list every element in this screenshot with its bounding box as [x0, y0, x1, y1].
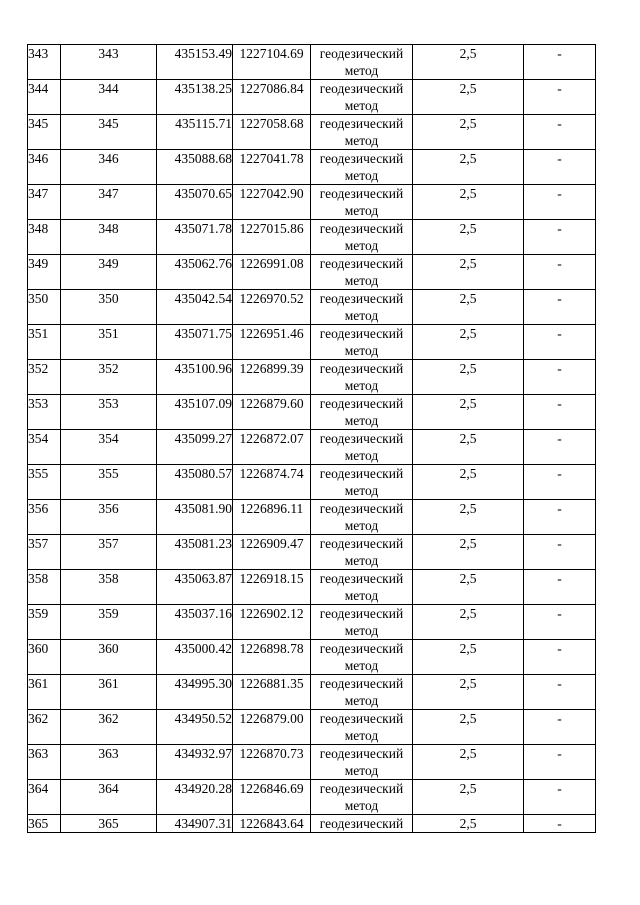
- accuracy-cell: 2,5: [413, 535, 524, 570]
- method-text: геодезический: [319, 816, 404, 831]
- method-text: геодезический: [319, 781, 404, 796]
- point-number-cell: 365: [28, 815, 61, 833]
- y-coordinate-cell: 1226899.39: [233, 360, 311, 395]
- method-text: геодезический: [319, 501, 404, 516]
- x-coordinate-cell: 435115.71: [157, 115, 233, 150]
- y-coordinate-cell: 1226896.11: [233, 500, 311, 535]
- table-row: [28, 80, 596, 115]
- point-number-cell: 363: [28, 745, 61, 780]
- x-coordinate-cell: 435081.90: [157, 500, 233, 535]
- note-cell: -: [524, 395, 596, 430]
- point-number-cell: 346: [28, 150, 61, 185]
- method-text: геодезический: [319, 221, 404, 236]
- y-coordinate-cell: 1226874.74: [233, 465, 311, 500]
- accuracy-cell: 2,5: [413, 395, 524, 430]
- method-text: метод: [344, 63, 379, 78]
- point-id-cell: 357: [61, 535, 157, 570]
- y-coordinate-cell: 1227041.78: [233, 150, 311, 185]
- note-cell: -: [524, 640, 596, 675]
- table-row: [28, 535, 596, 570]
- accuracy-cell: 2,5: [413, 430, 524, 465]
- table-row: [28, 465, 596, 500]
- point-number-cell: 364: [28, 780, 61, 815]
- point-number-cell: 356: [28, 500, 61, 535]
- table-row: [28, 360, 596, 395]
- method-text: метод: [344, 623, 379, 638]
- method-cell: [311, 570, 413, 605]
- point-id-cell: 351: [61, 325, 157, 360]
- method-text: геодезический: [319, 606, 404, 621]
- method-cell: [311, 115, 413, 150]
- table-row: [28, 395, 596, 430]
- x-coordinate-cell: 435107.09: [157, 395, 233, 430]
- point-number-cell: 353: [28, 395, 61, 430]
- y-coordinate-cell: 1226902.12: [233, 605, 311, 640]
- table-row: [28, 45, 596, 80]
- accuracy-cell: 2,5: [413, 465, 524, 500]
- x-coordinate-cell: 435100.96: [157, 360, 233, 395]
- point-id-cell: 361: [61, 675, 157, 710]
- note-cell: -: [524, 780, 596, 815]
- method-text: геодезический: [319, 81, 404, 96]
- point-id-cell: 362: [61, 710, 157, 745]
- y-coordinate-cell: 1226918.15: [233, 570, 311, 605]
- table-row: [28, 675, 596, 710]
- method-text: геодезический: [319, 256, 404, 271]
- point-id-cell: 360: [61, 640, 157, 675]
- point-id-cell: 349: [61, 255, 157, 290]
- accuracy-cell: 2,5: [413, 150, 524, 185]
- method-text: геодезический: [319, 326, 404, 341]
- table-row: [28, 605, 596, 640]
- x-coordinate-cell: 435071.75: [157, 325, 233, 360]
- method-text: метод: [344, 588, 379, 603]
- point-id-cell: 355: [61, 465, 157, 500]
- point-number-cell: 361: [28, 675, 61, 710]
- method-cell: [311, 780, 413, 815]
- method-cell: [311, 605, 413, 640]
- x-coordinate-cell: 435070.65: [157, 185, 233, 220]
- y-coordinate-cell: 1227104.69: [233, 45, 311, 80]
- point-number-cell: 362: [28, 710, 61, 745]
- method-text: метод: [344, 308, 379, 323]
- method-text: геодезический: [319, 431, 404, 446]
- method-text: метод: [344, 413, 379, 428]
- y-coordinate-cell: 1226970.52: [233, 290, 311, 325]
- y-coordinate-cell: 1227086.84: [233, 80, 311, 115]
- method-text: метод: [344, 238, 379, 253]
- y-coordinate-cell: 1227015.86: [233, 220, 311, 255]
- method-text: геодезический: [319, 641, 404, 656]
- note-cell: -: [524, 465, 596, 500]
- point-id-cell: 343: [61, 45, 157, 80]
- method-text: метод: [344, 728, 379, 743]
- x-coordinate-cell: 435080.57: [157, 465, 233, 500]
- note-cell: -: [524, 290, 596, 325]
- table-row: [28, 745, 596, 780]
- method-cell: [311, 535, 413, 570]
- method-cell: [311, 185, 413, 220]
- coordinates-table: [27, 44, 596, 833]
- method-cell: [311, 430, 413, 465]
- point-number-cell: 345: [28, 115, 61, 150]
- x-coordinate-cell: 435099.27: [157, 430, 233, 465]
- method-text: метод: [344, 378, 379, 393]
- x-coordinate-cell: 435063.87: [157, 570, 233, 605]
- table-row: [28, 325, 596, 360]
- method-cell: [311, 360, 413, 395]
- x-coordinate-cell: 434907.31: [157, 815, 233, 833]
- point-number-cell: 344: [28, 80, 61, 115]
- method-text: геодезический: [319, 361, 404, 376]
- y-coordinate-cell: 1226879.00: [233, 710, 311, 745]
- accuracy-cell: 2,5: [413, 675, 524, 710]
- table-row: [28, 115, 596, 150]
- note-cell: -: [524, 45, 596, 80]
- method-text: геодезический: [319, 186, 404, 201]
- method-text: метод: [344, 343, 379, 358]
- y-coordinate-cell: 1226870.73: [233, 745, 311, 780]
- y-coordinate-cell: 1226879.60: [233, 395, 311, 430]
- table-row: [28, 185, 596, 220]
- point-id-cell: 354: [61, 430, 157, 465]
- accuracy-cell: 2,5: [413, 710, 524, 745]
- accuracy-cell: 2,5: [413, 360, 524, 395]
- accuracy-cell: 2,5: [413, 325, 524, 360]
- method-text: геодезический: [319, 151, 404, 166]
- y-coordinate-cell: 1226898.78: [233, 640, 311, 675]
- y-coordinate-cell: 1227058.68: [233, 115, 311, 150]
- method-cell: [311, 80, 413, 115]
- note-cell: -: [524, 570, 596, 605]
- accuracy-cell: 2,5: [413, 815, 524, 833]
- x-coordinate-cell: 435081.23: [157, 535, 233, 570]
- method-text: метод: [344, 763, 379, 778]
- method-text: метод: [344, 203, 379, 218]
- point-number-cell: 343: [28, 45, 61, 80]
- method-text: метод: [344, 168, 379, 183]
- method-text: геодезический: [319, 291, 404, 306]
- method-text: метод: [344, 273, 379, 288]
- table-row: [28, 500, 596, 535]
- x-coordinate-cell: 435042.54: [157, 290, 233, 325]
- x-coordinate-cell: 435037.16: [157, 605, 233, 640]
- point-id-cell: 344: [61, 80, 157, 115]
- y-coordinate-cell: 1226991.08: [233, 255, 311, 290]
- point-id-cell: 359: [61, 605, 157, 640]
- x-coordinate-cell: 435153.49: [157, 45, 233, 80]
- point-id-cell: 346: [61, 150, 157, 185]
- point-id-cell: 363: [61, 745, 157, 780]
- accuracy-cell: 2,5: [413, 605, 524, 640]
- point-id-cell: 347: [61, 185, 157, 220]
- x-coordinate-cell: 435000.42: [157, 640, 233, 675]
- point-id-cell: 353: [61, 395, 157, 430]
- point-number-cell: 349: [28, 255, 61, 290]
- point-number-cell: 360: [28, 640, 61, 675]
- method-cell: [311, 815, 413, 833]
- table-row: [28, 710, 596, 745]
- note-cell: -: [524, 220, 596, 255]
- accuracy-cell: 2,5: [413, 185, 524, 220]
- x-coordinate-cell: 434950.52: [157, 710, 233, 745]
- point-id-cell: 350: [61, 290, 157, 325]
- method-text: метод: [344, 448, 379, 463]
- point-number-cell: 359: [28, 605, 61, 640]
- point-id-cell: 365: [61, 815, 157, 833]
- accuracy-cell: 2,5: [413, 640, 524, 675]
- point-number-cell: 350: [28, 290, 61, 325]
- y-coordinate-cell: 1227042.90: [233, 185, 311, 220]
- point-id-cell: 358: [61, 570, 157, 605]
- note-cell: -: [524, 675, 596, 710]
- table-row: [28, 150, 596, 185]
- point-number-cell: 357: [28, 535, 61, 570]
- accuracy-cell: 2,5: [413, 780, 524, 815]
- method-text: метод: [344, 133, 379, 148]
- method-cell: [311, 255, 413, 290]
- accuracy-cell: 2,5: [413, 570, 524, 605]
- point-number-cell: 351: [28, 325, 61, 360]
- note-cell: -: [524, 605, 596, 640]
- method-text: метод: [344, 518, 379, 533]
- y-coordinate-cell: 1226881.35: [233, 675, 311, 710]
- x-coordinate-cell: 435071.78: [157, 220, 233, 255]
- method-text: геодезический: [319, 466, 404, 481]
- method-cell: [311, 395, 413, 430]
- method-text: геодезический: [319, 46, 404, 61]
- x-coordinate-cell: 434920.28: [157, 780, 233, 815]
- table-row: [28, 570, 596, 605]
- y-coordinate-cell: 1226872.07: [233, 430, 311, 465]
- point-number-cell: 352: [28, 360, 61, 395]
- table-row: [28, 430, 596, 465]
- table-row: [28, 255, 596, 290]
- method-cell: [311, 150, 413, 185]
- accuracy-cell: 2,5: [413, 255, 524, 290]
- method-cell: [311, 465, 413, 500]
- accuracy-cell: 2,5: [413, 115, 524, 150]
- method-text: метод: [344, 693, 379, 708]
- note-cell: -: [524, 815, 596, 833]
- point-number-cell: 348: [28, 220, 61, 255]
- method-text: геодезический: [319, 746, 404, 761]
- note-cell: -: [524, 80, 596, 115]
- method-cell: [311, 710, 413, 745]
- point-id-cell: 364: [61, 780, 157, 815]
- table-row: [28, 640, 596, 675]
- method-cell: [311, 325, 413, 360]
- y-coordinate-cell: 1226843.64: [233, 815, 311, 833]
- accuracy-cell: 2,5: [413, 745, 524, 780]
- x-coordinate-cell: 435138.25: [157, 80, 233, 115]
- method-cell: [311, 500, 413, 535]
- table-row: [28, 780, 596, 815]
- point-id-cell: 345: [61, 115, 157, 150]
- point-number-cell: 355: [28, 465, 61, 500]
- accuracy-cell: 2,5: [413, 80, 524, 115]
- method-cell: [311, 220, 413, 255]
- table-body: [28, 45, 596, 833]
- method-text: метод: [344, 798, 379, 813]
- accuracy-cell: 2,5: [413, 290, 524, 325]
- x-coordinate-cell: 434995.30: [157, 675, 233, 710]
- point-number-cell: 354: [28, 430, 61, 465]
- accuracy-cell: 2,5: [413, 45, 524, 80]
- note-cell: -: [524, 745, 596, 780]
- accuracy-cell: 2,5: [413, 500, 524, 535]
- note-cell: -: [524, 500, 596, 535]
- note-cell: -: [524, 185, 596, 220]
- method-text: метод: [344, 553, 379, 568]
- x-coordinate-cell: 435088.68: [157, 150, 233, 185]
- y-coordinate-cell: 1226909.47: [233, 535, 311, 570]
- note-cell: -: [524, 150, 596, 185]
- note-cell: -: [524, 360, 596, 395]
- accuracy-cell: 2,5: [413, 220, 524, 255]
- table-row: [28, 220, 596, 255]
- point-number-cell: 358: [28, 570, 61, 605]
- point-id-cell: 352: [61, 360, 157, 395]
- x-coordinate-cell: 435062.76: [157, 255, 233, 290]
- point-id-cell: 356: [61, 500, 157, 535]
- method-cell: [311, 640, 413, 675]
- method-cell: [311, 675, 413, 710]
- note-cell: -: [524, 255, 596, 290]
- method-text: геодезический: [319, 396, 404, 411]
- method-cell: [311, 290, 413, 325]
- method-text: геодезический: [319, 116, 404, 131]
- method-text: метод: [344, 98, 379, 113]
- method-text: метод: [344, 483, 379, 498]
- table-row: [28, 290, 596, 325]
- note-cell: -: [524, 115, 596, 150]
- method-cell: [311, 45, 413, 80]
- note-cell: -: [524, 325, 596, 360]
- method-cell: [311, 745, 413, 780]
- y-coordinate-cell: 1226846.69: [233, 780, 311, 815]
- method-text: геодезический: [319, 676, 404, 691]
- point-id-cell: 348: [61, 220, 157, 255]
- note-cell: -: [524, 535, 596, 570]
- x-coordinate-cell: 434932.97: [157, 745, 233, 780]
- y-coordinate-cell: 1226951.46: [233, 325, 311, 360]
- note-cell: -: [524, 430, 596, 465]
- method-text: геодезический: [319, 711, 404, 726]
- method-text: геодезический: [319, 536, 404, 551]
- note-cell: -: [524, 710, 596, 745]
- method-text: метод: [344, 658, 379, 673]
- table-row: [28, 815, 596, 833]
- point-number-cell: 347: [28, 185, 61, 220]
- method-text: геодезический: [319, 571, 404, 586]
